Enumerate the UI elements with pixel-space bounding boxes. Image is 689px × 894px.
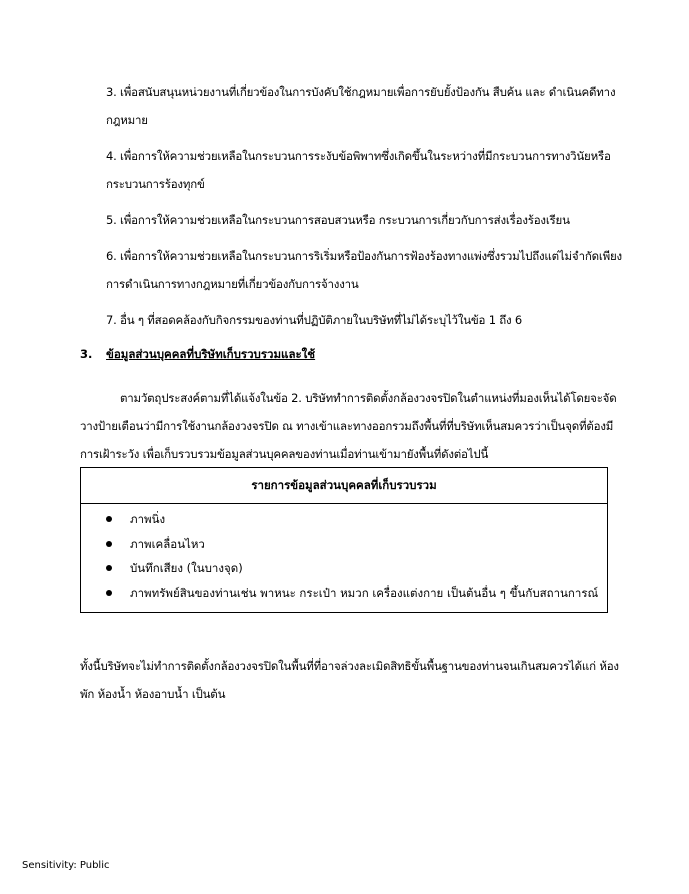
section-paragraph: ตามวัตถุประสงค์ตามที่ได้แจ้งในข้อ 2. บริษัททำการติดตั้งกล้องวงจรปิดในตำแหน่งที่มองเห็นได้โดยจะจัดวางป้ายเตือนว่ามีการใช้งานกล้องวงจรปิด ณ ทางเข้าและทางออกรวมถึงพื้นที่ที่บริษัทเห็นสมควรว่าเป็นจุดที่ต้องมีการเฝ้าระวัง เพื่อเก็บรวบรวมข้อมูลส่วนบุคคลของท่านเมื่อท่านเข้ามายังพื้นที่ดังต่อไปนี้ [80, 390, 617, 461]
section-number: 3. [80, 347, 93, 361]
data-item-text: ภาพนิ่ง [130, 512, 166, 526]
purpose-item-6: 6. เพื่อการให้ความช่วยเหลือในกระบวนการริเริ่มหรือป้องกันการฟ้องร้องทางแพ่งซึ่งรวมไปถึงแต่ไม่จำกัดเพียงการดำเนินการทางกฎหมายที่เกี่ยวข้องกับการจ้างงาน [106, 249, 622, 291]
purpose-item-4: 4. เพื่อการให้ความช่วยเหลือในกระบวนการระงับข้อพิพาทซึ่งเกิดขึ้นในระหว่างที่มีกระบวนการทางวินัยหรือกระบวนการร้องทุกข์ [106, 149, 611, 191]
data-item-text: ภาพเคลื่อนไหว [130, 536, 205, 551]
data-item-text: ภาพทรัพย์สินของท่านเช่น พาหนะ กระเป๋า หมวก เครื่องแต่งกาย เป็นต้นอื่น ๆ ขึ้นกับสถานการณ์ [130, 585, 599, 600]
bullet-icon [106, 565, 112, 571]
purpose-list [106, 78, 626, 342]
purpose-item-5: 5. เพื่อการให้ความช่วยเหลือในกระบวนการสอบสวนหรือ กระบวนการเกี่ยวกับการส่งเรื่องร้องเรียน [106, 213, 570, 227]
data-item-text: บันทึกเสียง (ในบางจุด) [130, 561, 243, 575]
data-item [106, 581, 607, 606]
data-item [106, 507, 607, 532]
closing-paragraph: ทั้งนี้บริษัทจะไม่ทำการติดตั้งกล้องวงจรปิดในพื้นที่ที่อาจล่วงละเมิดสิทธิขั้นพื้นฐานของท่านจนเกินสมควรได้แก่ ห้องพัก ห้องน้ำ ห้องอาบน้ำ เป็นต้น [80, 658, 619, 701]
bullet-icon [106, 541, 112, 547]
section-title: ข้อมูลส่วนบุคคลที่บริษัทเก็บรวบรวมและใช้ [106, 347, 316, 361]
personal-data-table [80, 467, 608, 613]
bullet-icon [106, 590, 112, 596]
purpose-item-3: 3. เพื่อสนับสนุนหน่วยงานที่เกี่ยวข้องในการบังคับใช้กฎหมายเพื่อการยับยั้งป้องกัน สืบค้น และ ดำเนินคดีทางกฎหมาย [106, 85, 616, 127]
purpose-item-7: 7. อื่น ๆ ที่สอดคล้องกับกิจกรรมของท่านที่ปฏิบัติภายในบริษัทที่ไม่ได้ระบุไว้ในข้อ 1 ถึง 6 [106, 313, 523, 327]
table-header: รายการข้อมูลส่วนบุคคลที่เก็บรวบรวม [81, 468, 607, 504]
bullet-icon [106, 516, 112, 522]
data-item [106, 532, 607, 557]
data-item [106, 556, 607, 581]
data-item-list [81, 504, 607, 605]
section-heading [80, 344, 315, 364]
sensitivity-label: Sensitivity: Public [22, 860, 110, 871]
